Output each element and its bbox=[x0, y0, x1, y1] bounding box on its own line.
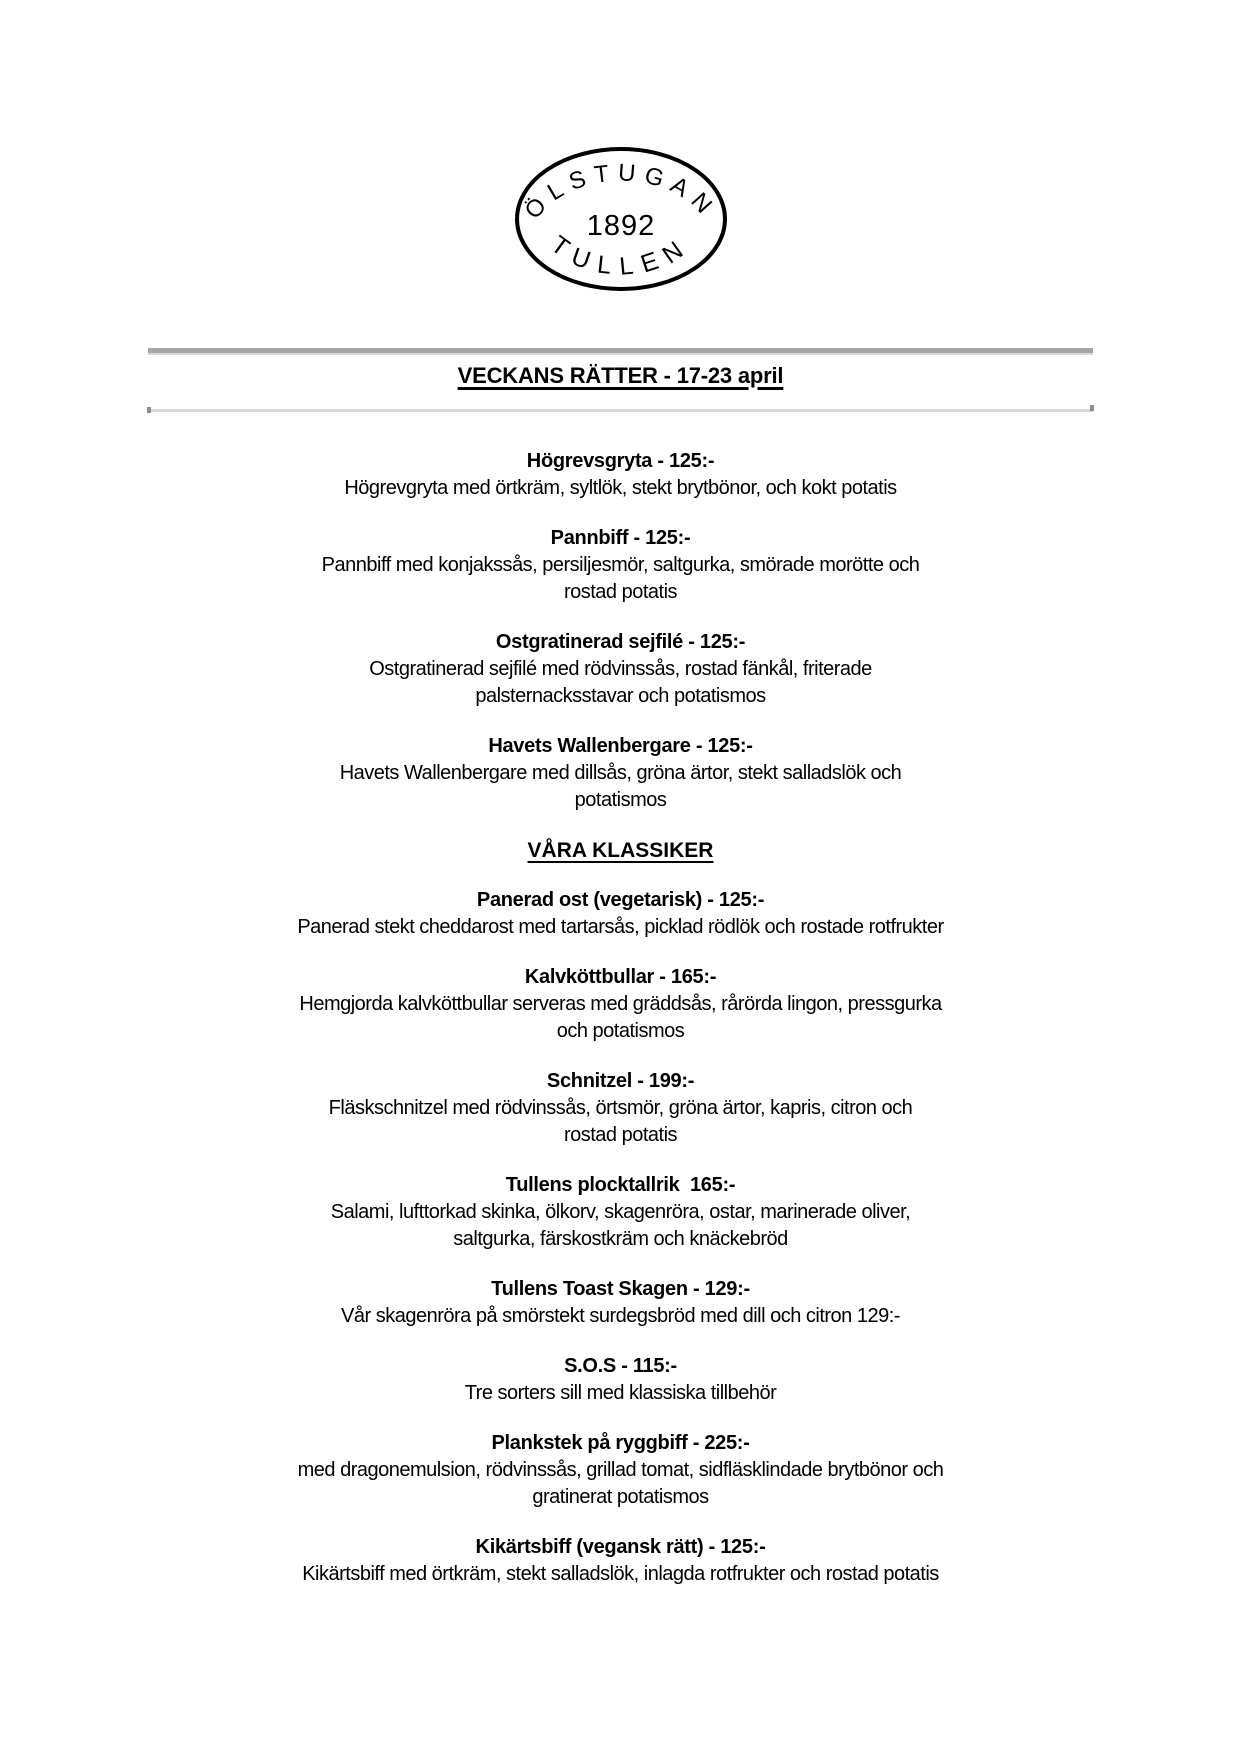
top-divider bbox=[148, 348, 1093, 355]
menu-item-description-line: potatismos bbox=[574, 789, 667, 811]
menu-item-description-line: Tre sorters sill med klassiska tillbehör bbox=[464, 1382, 777, 1404]
menu-item-description-line: Fläskschnitzel med rödvinssås, örtsmör, gröna ärtor, kapris, citron och bbox=[328, 1097, 913, 1119]
logo-arc-bottom-text: TULLEN bbox=[545, 230, 696, 281]
menu-item-title: Plankstek på ryggbiff - 225:- bbox=[491, 1432, 750, 1454]
menu-item-description-line: Salami, lufttorkad skinka, ölkorv, skagenröra, ostar, marinerade oliver, bbox=[330, 1201, 911, 1223]
menu-item-description-line: och potatismos bbox=[556, 1020, 685, 1042]
menu-item-title: Tullens plocktallrik 165:- bbox=[505, 1174, 736, 1196]
menu-item bbox=[148, 1353, 1093, 1407]
menu-item-title: Havets Wallenbergare - 125:- bbox=[488, 735, 753, 757]
menu-item-description-line: Hemgjorda kalvköttbullar serveras med gräddsås, rårörda lingon, pressgurka bbox=[299, 993, 942, 1015]
menu-item-description-line: rostad potatis bbox=[563, 1124, 678, 1146]
menu-item-description-line: Vår skagenröra på smörstekt surdegsbröd med dill och citron 129:- bbox=[341, 1305, 900, 1327]
menu-item-description-line: saltgurka, färskostkräm och knäckebröd bbox=[453, 1228, 788, 1250]
menu-item bbox=[148, 1534, 1093, 1588]
menu-item-title: Högrevsgryta - 125:- bbox=[526, 450, 715, 472]
section-heading bbox=[148, 837, 1093, 864]
menu-item-description-line: Pannbiff med konjakssås, persiljesmör, saltgurka, smörade morötte och bbox=[321, 554, 920, 576]
menu-item bbox=[148, 525, 1093, 606]
menu-item-title: S.O.S - 115:- bbox=[564, 1355, 677, 1377]
menu-item-description-line: Panerad stekt cheddarost med tartarsås, picklad rödlök och rostade rotfrukter bbox=[297, 916, 944, 938]
menu-item bbox=[148, 1068, 1093, 1149]
menu-item bbox=[148, 1172, 1093, 1253]
menu-item bbox=[148, 887, 1093, 941]
menu-item-title: Schnitzel - 199:- bbox=[546, 1070, 695, 1092]
menu-content bbox=[148, 0, 1093, 1588]
menu-item-title: Kikärtsbiff (vegansk rätt) - 125:- bbox=[475, 1536, 766, 1558]
logo-year-text: 1892 bbox=[586, 210, 655, 242]
menu-list bbox=[148, 448, 1093, 1588]
logo-arc-top-text: ÖLSTUGAN bbox=[519, 159, 723, 225]
menu-item-title: Pannbiff - 125:- bbox=[550, 527, 691, 549]
menu-item-title: Tullens Toast Skagen - 129:- bbox=[491, 1278, 750, 1300]
menu-item-description-line: Högrevgryta med örtkräm, syltlök, stekt brytbönor, och kokt potatis bbox=[344, 477, 897, 499]
menu-item bbox=[148, 733, 1093, 814]
restaurant-logo bbox=[513, 145, 729, 293]
menu-item-description-line: Havets Wallenbergare med dillsås, gröna ärtor, stekt salladslök och bbox=[339, 762, 902, 784]
menu-item bbox=[148, 964, 1093, 1045]
menu-item-title: Kalvköttbullar - 165:- bbox=[524, 966, 717, 988]
menu-item bbox=[148, 448, 1093, 502]
menu-item-title: Panerad ost (vegetarisk) - 125:- bbox=[476, 889, 765, 911]
menu-item-description-line: Kikärtsbiff med örtkräm, stekt salladslök, inlagda rotfrukter och rostad potatis bbox=[302, 1563, 939, 1585]
menu-item-description-line: palsternacksstavar och potatismos bbox=[475, 685, 766, 707]
menu-item bbox=[148, 1430, 1093, 1511]
menu-item bbox=[148, 1276, 1093, 1330]
menu-item-title: Ostgratinerad sejfilé - 125:- bbox=[495, 631, 746, 653]
menu-item bbox=[148, 629, 1093, 710]
week-title bbox=[148, 364, 1093, 388]
menu-item-description-line: rostad potatis bbox=[563, 581, 678, 603]
menu-item-description-line: med dragonemulsion, rödvinssås, grillad tomat, sidfläsklindade brytbönor och bbox=[297, 1459, 944, 1481]
section-heading-text: VÅRA KLASSIKER bbox=[527, 839, 714, 862]
title-divider bbox=[148, 409, 1093, 412]
week-title-text: VECKANS RÄTTER - 17-23 april bbox=[457, 363, 784, 388]
menu-item-description-line: Ostgratinerad sejfilé med rödvinssås, rostad fänkål, friterade bbox=[369, 658, 872, 680]
menu-item-description-line: gratinerat potatismos bbox=[532, 1486, 709, 1508]
